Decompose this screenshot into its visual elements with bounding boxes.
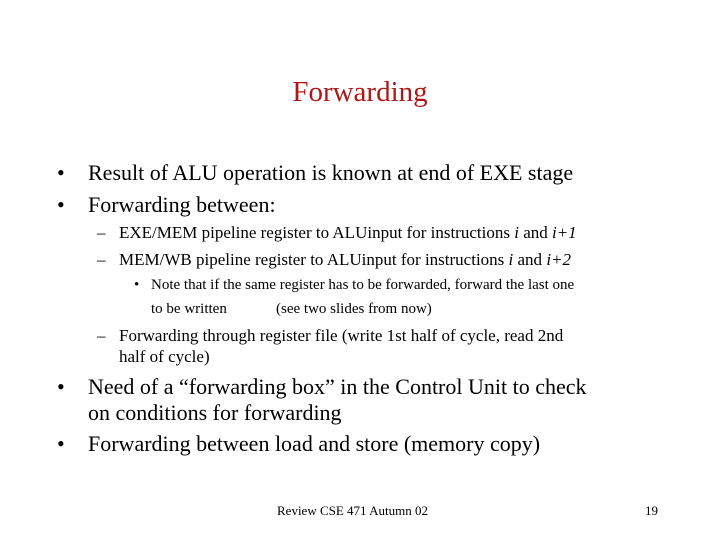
bullet-text: Need of a “forwarding box” in the Control Unit to check xyxy=(88,374,587,399)
bullet-icon: • xyxy=(57,160,65,185)
bullet-text: on conditions for forwarding xyxy=(88,400,342,425)
slide-title: Forwarding xyxy=(292,76,428,108)
sub-bullet-text: Forwarding through register file (write 1st half of cycle, read 2nd xyxy=(119,326,564,345)
sub-bullet-text xyxy=(119,223,577,243)
page-number: 19 xyxy=(645,503,658,518)
instruction-var: i xyxy=(508,250,514,269)
bullet-item xyxy=(57,192,65,218)
sub-bullet-segment: MEM/WB pipeline register to ALUinput for instructions xyxy=(119,250,509,269)
bullet-icon: • xyxy=(57,431,65,456)
bullet-item xyxy=(57,160,65,186)
sub-bullet-text: half of cycle) xyxy=(119,347,210,366)
bullet-icon: • xyxy=(57,374,65,399)
note-text: (see two slides from now) xyxy=(276,301,432,317)
dash-icon: – xyxy=(97,326,106,345)
bullet-text: Forwarding between: xyxy=(88,192,276,217)
note-text: to be written xyxy=(151,301,227,317)
sub-bullet-segment: EXE/MEM pipeline register to ALUinput for instructions xyxy=(119,223,515,242)
instruction-var: i+2 xyxy=(546,250,572,269)
dash-icon: – xyxy=(97,250,106,269)
note-text: Note that if the same register has to be forwarded, forward the last one xyxy=(151,277,575,293)
small-bullet-icon: • xyxy=(134,277,140,293)
instruction-var: i+1 xyxy=(551,223,577,242)
sub-bullet-text xyxy=(119,250,571,270)
bullet-text: Result of ALU operation is known at end of EXE stage xyxy=(88,160,574,185)
footer-text: Review CSE 471 Autumn 02 xyxy=(277,503,428,518)
dash-icon: – xyxy=(97,223,106,242)
bullet-text: Forwarding between load and store (memory copy) xyxy=(88,431,541,456)
bullet-item xyxy=(57,431,65,457)
sub-bullet-segment: and xyxy=(518,223,552,242)
sub-bullet-segment: and xyxy=(513,250,547,269)
instruction-var: i xyxy=(514,223,519,242)
bullet-item xyxy=(57,374,65,400)
bullet-icon: • xyxy=(57,192,65,217)
